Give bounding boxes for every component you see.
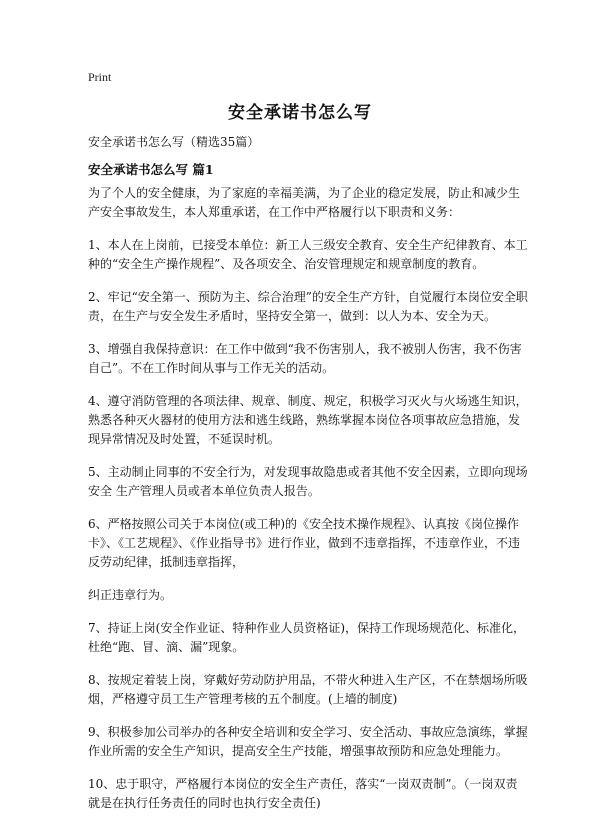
section-heading: 安全承诺书怎么写 篇1 — [88, 162, 214, 177]
paragraph-item-4: 4、遵守消防管理的各项法律、规章、制度、规定，积极学习灭火与火场逃生知识，熟悉各种灭火器材的使用方法和逃生线路，熟练掌握本岗位各项事故应急措施，发现异常情况及时处置，不延误时机。 — [88, 394, 528, 446]
paragraph-item-3: 3、增强自我保持意识：在工作中做到“我不伤害别人，我不被别人伤害，我不伤害自己”。不在工作时间从事与工作无关的活动。 — [88, 342, 522, 375]
paragraph-item-6-continued: 纠正违章行为。 — [88, 588, 173, 602]
document-body — [88, 184, 528, 827]
page-title: 安全承诺书怎么写 — [228, 103, 372, 123]
document-subtitle: 安全承诺书怎么写（精选35篇） — [88, 135, 260, 149]
paragraph-item-7: 7、持证上岗(安全作业证、特种作业人员资格证)，保持工作现场规范化、标准化，杜绝“跑、冒、滴、漏”现象。 — [88, 621, 526, 654]
print-link[interactable]: Print — [88, 70, 112, 84]
paragraph-item-10: 10、忠于职守，严格履行本岗位的安全生产责任，落实“一岗双责制”。（一岗双责就是在执行任务责任的同时也执行安全责任) — [88, 777, 518, 810]
paragraph-item-5: 5、主动制止同事的不安全行为，对发现事故隐患或者其他不安全因素，立即向现场安全 生产管理人员或者本单位负责人报告。 — [88, 465, 528, 498]
paragraph-item-9: 9、积极参加公司举办的各种安全培训和安全学习、安全活动、事故应急演练，掌握作业所需的安全生产知识，提高安全生产技能，增强事故预防和应急处理能力。 — [88, 725, 528, 758]
paragraph-item-6: 6、严格按照公司关于本岗位(或工种)的《安全技术操作规程》、认真按《岗位操作卡》、《工艺规程》、《作业指导书》进行作业，做到不违章指挥，不违章作业，不违反劳动纪律，抵制违章指挥， — [88, 517, 521, 569]
paragraph-item-2: 2、牢记“安全第一、预防为主、综合治理”的安全生产方针，自觉履行本岗位安全职责，在生产与安全发生矛盾时，坚持安全第一，做到：以人为本、安全为天。 — [88, 290, 528, 323]
paragraph-intro: 为了个人的安全健康，为了家庭的幸福美满，为了企业的稳定发展，防止和减少生产安全事故发生，本人郑重承诺，在工作中严格履行以下职责和义务： — [88, 186, 521, 219]
paragraph-item-1: 1、本人在上岗前，已接受本单位：新工人三级安全教育、安全生产纪律教育、本工种的“安全生产操作规程”、及各项安全、治安管理规定和规章制度的教育。 — [88, 238, 528, 271]
paragraph-item-8: 8、按规定着装上岗，穿戴好劳动防护用品，不带火种进入生产区，不在禁烟场所吸烟，严格遵守员工生产管理考核的五个制度。(上墙的制度) — [88, 673, 528, 706]
